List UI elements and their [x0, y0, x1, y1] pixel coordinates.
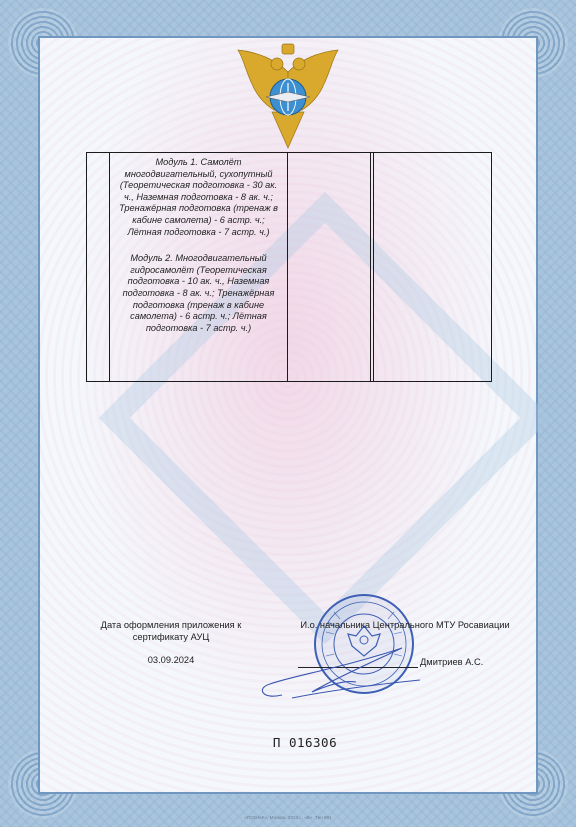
handwritten-signature [252, 640, 427, 712]
signatory-title: И.о. начальника Центрального МТУ Росавиации [300, 620, 510, 630]
serial-number: П 016306 [272, 735, 338, 750]
table-cell-number [87, 153, 110, 382]
module-1-text: Модуль 1. Самолёт многодвигательный, сухопутный (Теоретическая подготовка - 30 ак. ч., Наземная подготовка - 8 ак. ч.; Тренажёрная подготовка (тренаж в кабине самолета) - 6 астр. ч.; Лётная подготовка - 7 астр. ч.) [119, 157, 278, 237]
double-headed-eagle-emblem-icon [232, 42, 344, 150]
issue-date-label: Дата оформления приложения к сертификату АУЦ [100, 620, 242, 642]
printer-footer: «ГОЗНАК», Москва, 2023 г., «Б». Тип 891 [244, 815, 332, 820]
signatory-name: Дмитриев А.С. [420, 657, 484, 667]
table-cell-empty [288, 153, 371, 382]
module-2-text: Модуль 2. Многодвигательный гидросамолёт (Теоретическая подготовка - 10 ак. ч., Наземная подготовка - 8 ак. ч.; Тренажёрная подготовка (тренаж в кабине самолета) - 6 астр. ч.; Лётная подготовка - 7 астр. ч.) [122, 253, 275, 333]
table-cell-modules [110, 153, 288, 382]
modules-table [86, 152, 492, 382]
table-cell-empty [374, 153, 492, 382]
issue-date-value: 03.09.2024 [147, 655, 195, 665]
